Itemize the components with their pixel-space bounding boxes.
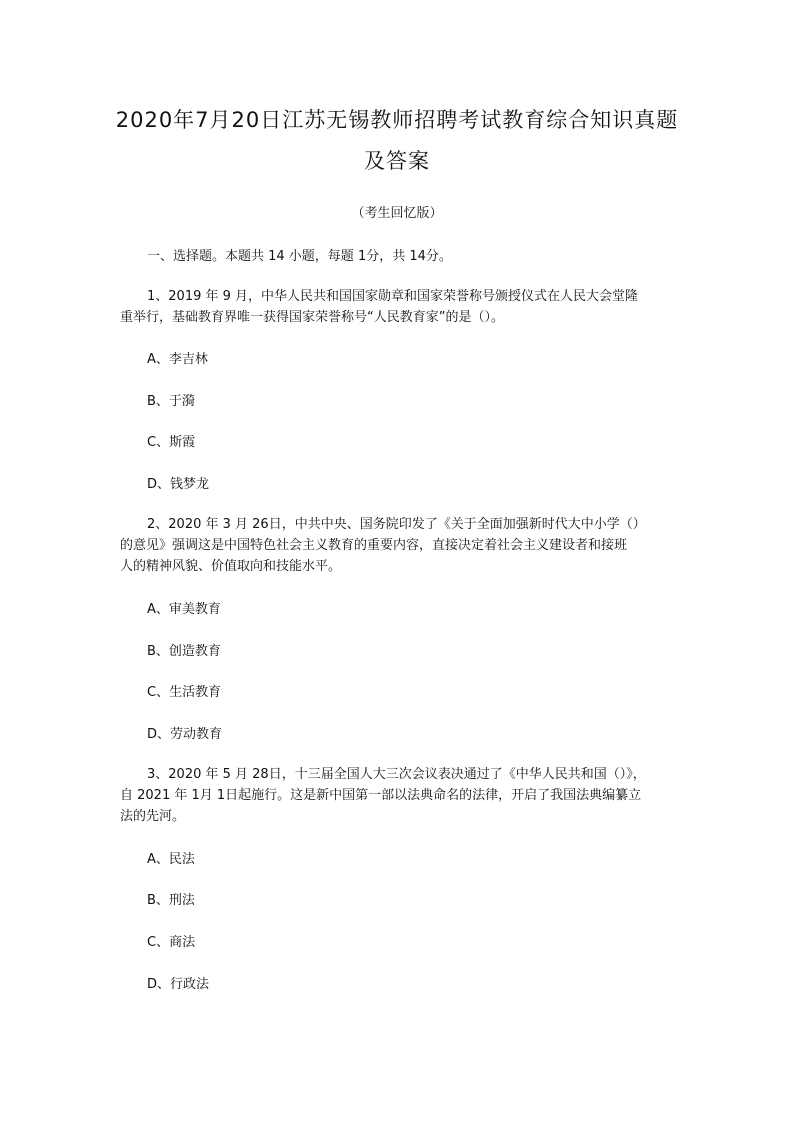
question-3-option-a: A、民法 bbox=[147, 852, 195, 867]
question-1-option-b: B、于漪 bbox=[147, 394, 195, 409]
question-2-option-d: D、劳动教育 bbox=[147, 727, 223, 742]
question-2-stem-line-2: 的意见》强调这是中国特色社会主义教育的重要内容，直接决定着社会主义建设者和接班 bbox=[120, 538, 628, 553]
question-1-option-d: D、钱梦龙 bbox=[147, 477, 210, 492]
question-2-option-a: A、审美教育 bbox=[147, 602, 221, 617]
question-3-stem-line-3: 法的先河。 bbox=[120, 809, 186, 824]
section-heading: 一、选择题。本题共 14 小题，每题 1分，共 14分。 bbox=[147, 249, 452, 264]
question-3-option-b: B、刑法 bbox=[147, 893, 195, 908]
question-1-stem-line-1: 1、2019 年 9 月，中华人民共和国国家勋章和国家荣誉称号颁授仪式在人民大会堂隆 bbox=[147, 289, 639, 304]
question-3-stem-line-1: 3、2020 年 5 月 28日，十三届全国人大三次会议表决通过了《中华人民共和国（）》， bbox=[147, 767, 646, 782]
question-2-stem-line-3: 人的精神风貌、价值取向和技能水平。 bbox=[120, 559, 342, 574]
document-subtitle: （考生回忆版） bbox=[351, 206, 443, 221]
question-1-stem-line-2: 重举行，基础教育界唯一获得国家荣誉称号“人民教育家”的是（）。 bbox=[120, 310, 504, 325]
question-1-option-a: A、李吉林 bbox=[147, 352, 208, 367]
question-1-option-c: C、斯霞 bbox=[147, 435, 196, 450]
document-title-line-1: 2020年7月20日江苏无锡教师招聘考试教育综合知识真题 bbox=[115, 108, 679, 132]
question-3-option-d: D、行政法 bbox=[147, 977, 210, 992]
question-3-stem bbox=[120, 764, 680, 827]
question-2-option-b: B、创造教育 bbox=[147, 644, 221, 659]
question-2-stem-line-1: 2、2020 年 3 月 26日，中共中央、国务院印发了《关于全面加强新时代大中小学（） bbox=[147, 517, 646, 532]
question-3-option-c: C、商法 bbox=[147, 935, 196, 950]
document-title-line-2: 及答案 bbox=[364, 149, 430, 173]
question-3-stem-line-2: 自 2021 年 1月 1日起施行。这是新中国第一部以法典命名的法律，开启了我国法典编纂立 bbox=[120, 788, 642, 803]
question-2-stem bbox=[120, 514, 680, 577]
question-1-stem bbox=[120, 286, 680, 328]
question-2-option-c: C、生活教育 bbox=[147, 685, 222, 700]
